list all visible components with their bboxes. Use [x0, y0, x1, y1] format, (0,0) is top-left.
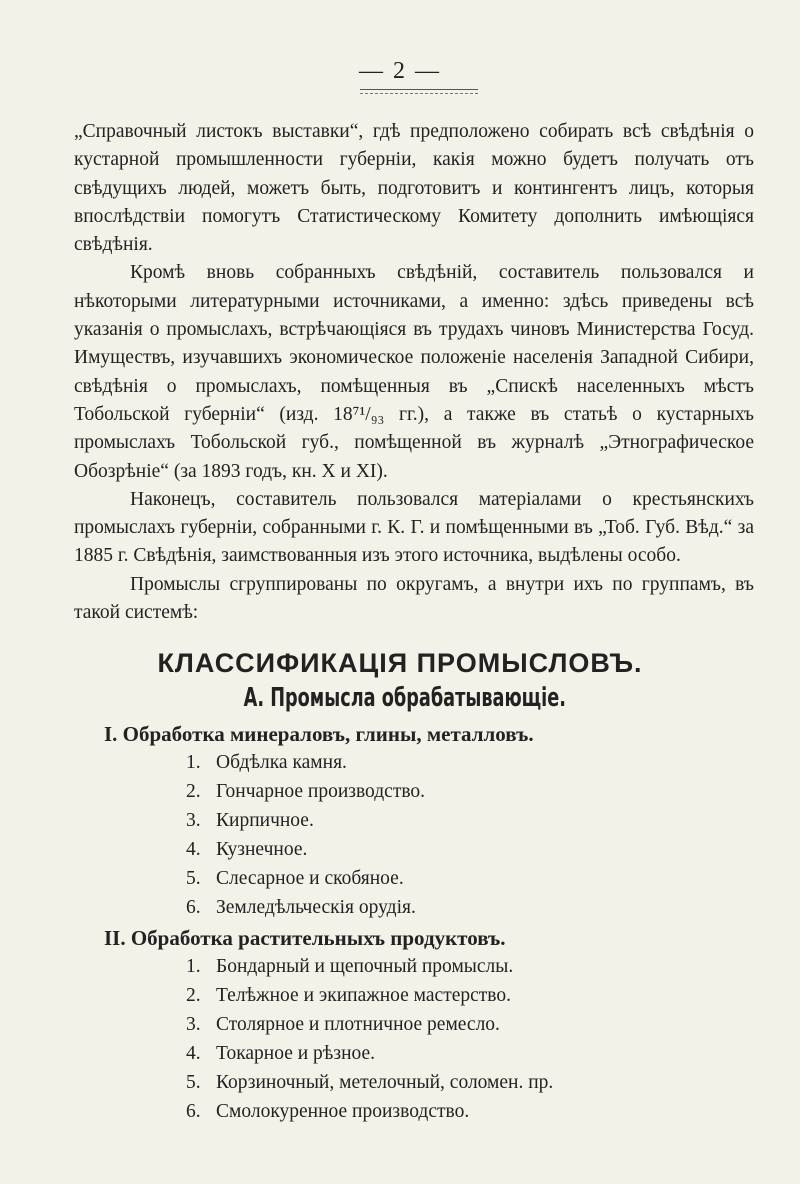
list-item [186, 956, 513, 978]
paragraph-3: Наконецъ, составитель пользовался матеріалами о крестьянскихъ промыслахъ губерніи, собранными г. К. Г. и помѣщенными въ „Тоб. Губ. Вѣд.“ за 1885 г. Свѣдѣнія, заимствованныя изъ этого источника, выдѣлены особо. [74, 488, 754, 567]
item-number: 6. [186, 897, 201, 918]
list-item [186, 810, 314, 832]
item-label: Бондарный и щепочный промыслы. [216, 956, 514, 977]
paragraph-4: Промыслы сгруппированы по округамъ, а внутри ихъ по группамъ, въ такой системѣ: [74, 573, 754, 624]
classification-title: КЛАССИФИКАЦІЯ ПРОМЫСЛОВЪ. [157, 648, 643, 678]
paragraph-2: Кромѣ вновь собранныхъ свѣдѣній, составитель пользовался и нѣкоторыми литературными источниками, а именно: здѣсь приведены всѣ указанія о промыслахъ, встрѣчающіяся въ трудахъ чиновъ Министерства Госуд. Имуществъ, изучавшихъ экономическое положеніе населенія Западной Сибири, свѣдѣнія о промыслахъ, помѣщенныя въ „Спискѣ населенныхъ мѣстъ Тобольской губерніи“ (изд. 18⁷¹/₉₃ гг.), а также въ статьѣ о кустарныхъ промыслахъ Тобольской губ., помѣщенной въ журналѣ „Этнографическое Обозрѣніе“ (за 1893 годъ, кн. X и XI). [74, 262, 754, 482]
paragraph-1: „Справочный листокъ выставки“, гдѣ предположено собирать всѣ свѣдѣнія о кустарной промышленности губерніи, какія можно будетъ получать отъ свѣдущихъ людей, можетъ быть, подготовитъ и контингентъ лицъ, которыя впослѣдствіи помогутъ Статистическому Комитету дополнить имѣющіяся свѣдѣнія. [74, 121, 754, 256]
list-item [186, 1014, 500, 1036]
item-label: Гончарное производство. [216, 781, 426, 802]
list-item [186, 781, 425, 803]
item-label: Обдѣлка камня. [216, 752, 347, 773]
list-item [186, 752, 347, 774]
ornamental-rule [360, 89, 478, 94]
item-number: 3. [186, 1014, 201, 1035]
item-label: Смолокуренное производство. [216, 1101, 470, 1122]
page-number: — 2 — [359, 58, 441, 84]
list-item [186, 1043, 375, 1065]
list-item [186, 1101, 469, 1123]
body-text [74, 118, 754, 627]
item-number: 4. [186, 839, 201, 860]
item-number: 1. [186, 752, 201, 773]
item-number: 5. [186, 868, 201, 889]
list-item [186, 897, 416, 919]
item-number: 3. [186, 810, 201, 831]
item-number: 2. [186, 985, 201, 1006]
item-label: Земледѣльческія орудія. [216, 897, 416, 918]
item-number: 5. [186, 1072, 201, 1093]
section-a-title: А. Промысла обрабатывающіе. [243, 683, 566, 713]
item-number: 4. [186, 1043, 201, 1064]
item-number: 6. [186, 1101, 201, 1122]
item-label: Телѣжное и экипажное мастерство. [216, 985, 511, 1006]
item-label: Столярное и плотничное ремесло. [216, 1014, 500, 1035]
item-label: Токарное и рѣзное. [216, 1043, 376, 1064]
item-label: Кирпичное. [216, 810, 314, 831]
list-item [186, 839, 307, 861]
group-2-title: II. Обработка растительныхъ продуктовъ. [104, 926, 506, 950]
item-label: Слесарное и скобяное. [216, 868, 404, 889]
item-label: Кузнечное. [216, 839, 308, 860]
item-label: Корзиночный, метелочный, соломен. пр. [216, 1072, 554, 1093]
list-item [186, 1072, 553, 1094]
item-number: 1. [186, 956, 201, 977]
list-item [186, 868, 404, 890]
group-1-title: I. Обработка минераловъ, глины, металловъ. [104, 722, 534, 746]
item-number: 2. [186, 781, 201, 802]
list-item [186, 985, 511, 1007]
